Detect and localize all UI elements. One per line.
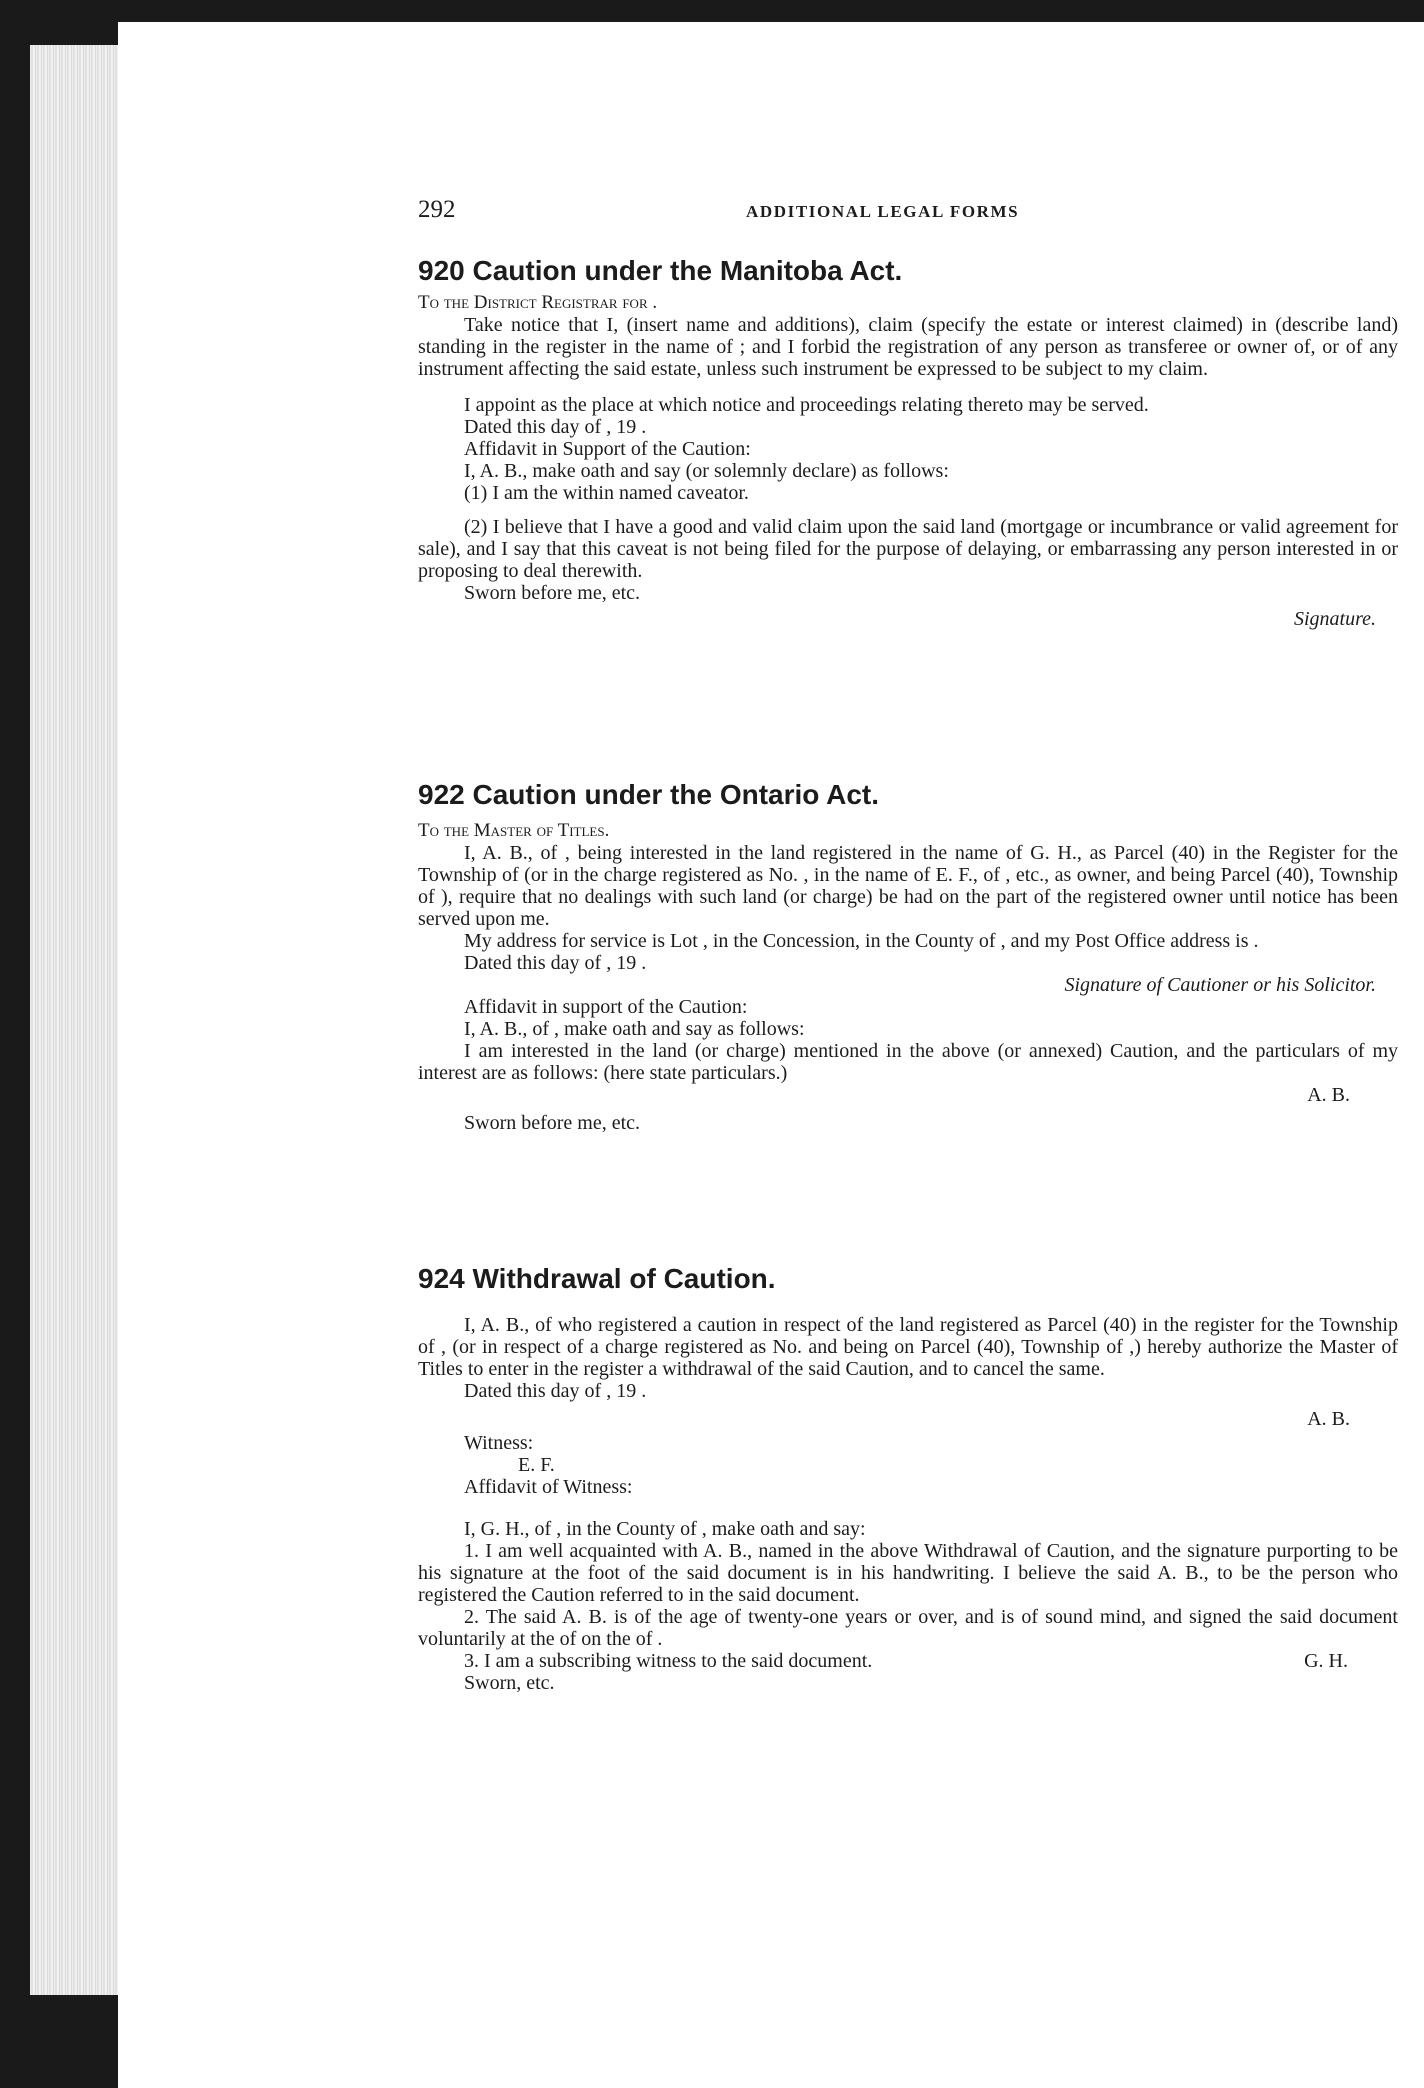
signatory-name: A. B.	[1307, 1408, 1350, 1430]
sworn-line: Sworn, etc.	[464, 1672, 555, 1694]
addressee-line: To the Master of Titles.	[418, 820, 610, 841]
witness-label: Witness:	[464, 1432, 534, 1454]
section-924	[418, 1262, 1398, 1694]
form-paragraph: Take notice that I, (insert name and additions), claim (specify the estate or interest claimed) in (describe land) standing in the register in the name of ; and I forbid the registration of any person as transferee or owner of, or of any instrument affecting the said estate, unless such instrument be expressed to be subject to my claim.	[418, 314, 1398, 380]
dated-line: Dated this day of , 19 .	[464, 952, 647, 974]
list-item: 3. I am a subscribing witness to the said document.	[464, 1650, 873, 1672]
oath-line: I, G. H., of , in the County of , make oath and say:	[464, 1518, 866, 1540]
addressee-line: To the District Registrar for .	[418, 292, 658, 313]
section-heading: 922 Caution under the Ontario Act.	[418, 779, 880, 810]
list-item: (1) I am the within named caveator.	[464, 482, 749, 504]
dated-line: Dated this day of , 19 .	[464, 1380, 647, 1402]
signature-line: Signature of Cautioner or his Solicitor.	[1064, 974, 1376, 996]
list-item: (2) I believe that I have a good and valid claim upon the said land (mortgage or incumbrance or valid agreement for sale), and I say that this caveat is not being filed for the purpose of delaying, or embarrassing any person interested in or proposing to deal therewith.	[418, 516, 1398, 582]
oath-line: I, A. B., make oath and say (or solemnly declare) as follows:	[464, 460, 949, 482]
sworn-line: Sworn before me, etc.	[464, 582, 641, 604]
dated-line: Dated this day of , 19 .	[464, 416, 647, 438]
book-page	[118, 22, 1424, 2088]
form-paragraph: My address for service is Lot , in the Concession, in the County of , and my Post Office address is .	[464, 930, 1259, 952]
form-paragraph: I appoint as the place at which notice and proceedings relating thereto may be served.	[464, 394, 1149, 416]
form-paragraph: I am interested in the land (or charge) mentioned in the above (or annexed) Caution, and the particulars of my interest are as follows: (here state particulars.)	[418, 1040, 1398, 1084]
affidavit-title: Affidavit in support of the Caution:	[464, 996, 748, 1018]
section-920	[418, 254, 1398, 630]
page-number: 292	[418, 196, 456, 223]
signatory-name: A. B.	[1307, 1084, 1350, 1106]
witness-name: E. F.	[518, 1454, 555, 1476]
list-item: 2. The said A. B. is of the age of twenty-one years or over, and is of sound mind, and signed the said document voluntarily at the of on the of .	[418, 1606, 1398, 1650]
form-paragraph: I, A. B., of who registered a caution in respect of the land registered as Parcel (40) in the register for the Township of , (or in respect of a charge registered as No. and being on Parcel (40), Township of ,) hereby authorize the Master of Titles to enter in the register a withdrawal of the said Caution, and to cancel the same.	[418, 1314, 1398, 1380]
page-stack-edge	[30, 45, 130, 1995]
sworn-line: Sworn before me, etc.	[464, 1112, 641, 1134]
item-3-row	[418, 1650, 1398, 1672]
signature-line: Signature.	[1293, 608, 1376, 630]
section-heading: 924 Withdrawal of Caution.	[418, 1263, 776, 1294]
oath-line: I, A. B., of , make oath and say as follows:	[464, 1018, 805, 1040]
list-item: 1. I am well acquainted with A. B., named in the above Withdrawal of Caution, and the signature purporting to be his signature at the foot of the said document is in his handwriting. I believe the said A. B., to be the person who registered the Caution referred to in the said document.	[418, 1540, 1398, 1606]
section-922	[418, 778, 1398, 1134]
signatory-name: G. H.	[1304, 1650, 1348, 1672]
running-head: ADDITIONAL LEGAL FORMS	[746, 202, 1020, 221]
affidavit-title: Affidavit in Support of the Caution:	[464, 438, 751, 460]
affidavit-title: Affidavit of Witness:	[464, 1476, 633, 1498]
section-heading: 920 Caution under the Manitoba Act.	[418, 255, 903, 286]
page-header	[418, 196, 1398, 226]
form-paragraph: I, A. B., of , being interested in the land registered in the name of G. H., as Parcel (40) in the Register for the Township of (or in the charge registered as No. , in the name of E. F., of , etc., as owner, and being Parcel (40), Township of ), require that no dealings with such land (or charge) be had on the part of the registered owner until notice has been served upon me.	[418, 842, 1398, 930]
